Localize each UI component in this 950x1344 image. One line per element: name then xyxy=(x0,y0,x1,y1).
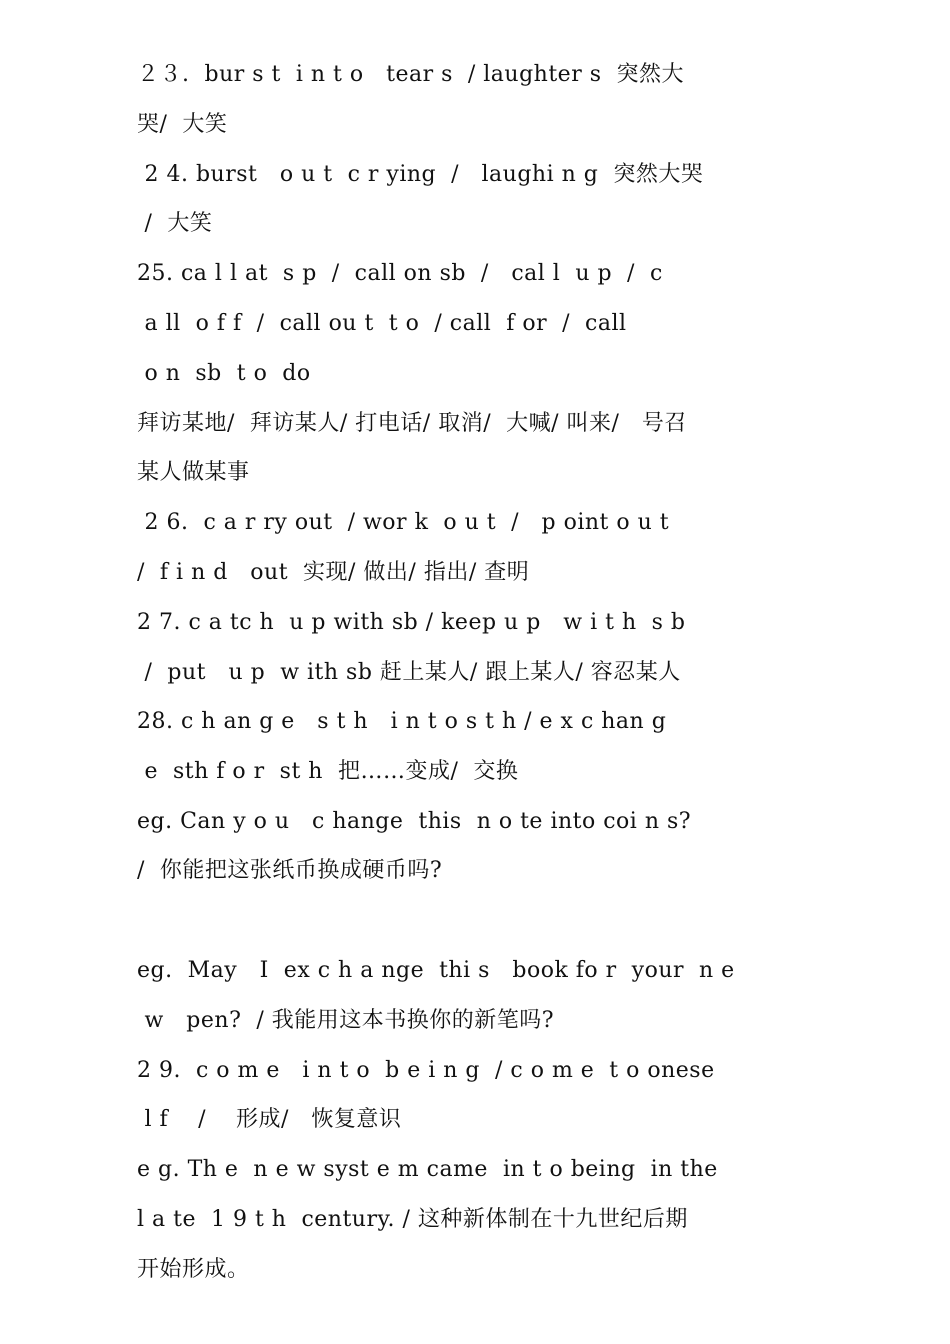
text-line: / put u p w ith sb 赶上某人/ 跟上某人/ 容忍某人 xyxy=(137,660,681,685)
text-line: e sth f o r st h 把……变成/ 交换 xyxy=(137,759,519,784)
text-line: 开始形成。 xyxy=(137,1257,250,1282)
text-line: 28. c h an g e s t h i n t o s t h / e x c han g xyxy=(137,709,667,734)
text-line: eg. Can y o u c hange this n o te into coi n s? xyxy=(137,809,692,834)
text-line: 2 9. c o m e i n t o b e i n g / c o m e t o onese xyxy=(137,1058,715,1083)
text-line: 2 7. c a tc h u p with sb / keep u p w i t h s b xyxy=(137,610,686,635)
text-line: ２３. bur s t i n t o tear s / laughter s 突然大 xyxy=(137,62,684,87)
text-line: 2 6. c a r ry out / wor k o u t / p oint o u t xyxy=(137,510,670,535)
text-line: e g. Th e n e w syst e m came in t o being in the xyxy=(137,1157,718,1182)
text-line: 拜访某地/ 拜访某人/ 打电话/ 取消/ 大喊/ 叫来/ 号召 xyxy=(137,411,687,436)
text-line: 2 4. burst o u t c r ying / laughi n g 突然大哭 xyxy=(137,162,704,187)
text-line: l a te 1 9 t h century. / 这种新体制在十九世纪后期 xyxy=(137,1207,688,1232)
text-line: l f / 形成/ 恢复意识 xyxy=(137,1107,402,1132)
text-line: / 大笑 xyxy=(137,211,213,236)
text-line: w pen? / 我能用这本书换你的新笔吗? xyxy=(137,1008,555,1033)
text-line: 25. ca l l at s p / call on sb / cal l u p / c xyxy=(137,261,663,286)
text-line: a ll o f f / call ou t t o / call f or / call xyxy=(137,311,627,336)
text-line: o n sb t o do xyxy=(137,361,311,386)
blank-line xyxy=(137,901,827,941)
text-line: eg. May I ex c h a nge thi s book fo r your n e xyxy=(137,958,735,983)
text-line: 哭/ 大笑 xyxy=(137,112,228,137)
text-line: / 你能把这张纸币换成硬币吗? xyxy=(137,858,443,883)
text-line: 某人做某事 xyxy=(137,460,250,485)
text-line: / f i n d out 实现/ 做出/ 指出/ 查明 xyxy=(137,560,530,585)
